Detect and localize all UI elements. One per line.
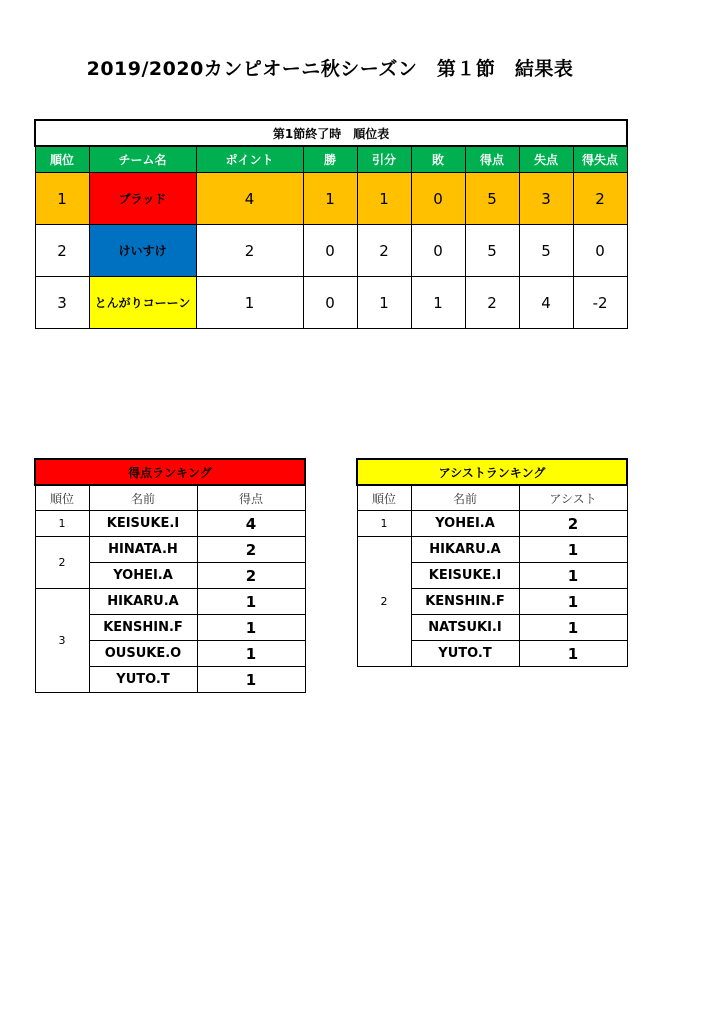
- scorers-value-cell: 4: [197, 511, 305, 537]
- standings-cell-gf: 5: [465, 173, 519, 225]
- standings-header-cell: 順位: [35, 146, 89, 173]
- standings-cell-draw: 2: [357, 225, 411, 277]
- standings-header-cell: 敗: [411, 146, 465, 173]
- team-name-cell: けいすけ: [89, 225, 196, 277]
- standings-header-cell: ポイント: [196, 146, 303, 173]
- scorers-value-cell: 1: [197, 615, 305, 641]
- standings-cell-gf: 2: [465, 277, 519, 329]
- scorers-rank-cell: 3: [35, 589, 89, 693]
- standings-header-cell: 勝: [303, 146, 357, 173]
- player-name-cell: KEISUKE.I: [89, 511, 197, 537]
- assists-value-cell: 2: [519, 511, 627, 537]
- scorers-value-cell: 1: [197, 589, 305, 615]
- assists-header-cell: 名前: [411, 485, 519, 511]
- standings-cell-ga: 4: [519, 277, 573, 329]
- scorers-value-cell: 2: [197, 563, 305, 589]
- standings-header-cell: チーム名: [89, 146, 196, 173]
- standings-cell-win: 1: [303, 173, 357, 225]
- player-name-cell: YOHEI.A: [89, 563, 197, 589]
- scorers-value-cell: 1: [197, 667, 305, 693]
- player-name-cell: OUSUKE.O: [89, 641, 197, 667]
- standings-cell-draw: 1: [357, 277, 411, 329]
- team-name-cell: とんがりコーーン: [89, 277, 196, 329]
- standings-header-cell: 得失点: [573, 146, 627, 173]
- page-title: 2019/2020カンピオーニ秋シーズン 第１節 結果表: [86, 58, 574, 80]
- assists-row: [357, 537, 627, 563]
- standings-row: [35, 225, 627, 277]
- team-name-cell: ブラッド: [89, 173, 196, 225]
- standings-cell-points: 2: [196, 225, 303, 277]
- assists-row: [357, 511, 627, 537]
- assists-value-cell: 1: [519, 537, 627, 563]
- player-name-cell: HIKARU.A: [411, 537, 519, 563]
- player-name-cell: KENSHIN.F: [411, 589, 519, 615]
- standings-row: [35, 277, 627, 329]
- player-name-cell: NATSUKI.I: [411, 615, 519, 641]
- standings-cell-points: 1: [196, 277, 303, 329]
- scorers-row: [35, 589, 305, 615]
- assists-ranking-table: [356, 458, 628, 667]
- scorers-rank-cell: 2: [35, 537, 89, 589]
- assists-header-cell: アシスト: [519, 485, 627, 511]
- standings-header-cell: 得点: [465, 146, 519, 173]
- assists-caption: アシストランキング: [357, 459, 627, 485]
- standings-cell-win: 0: [303, 225, 357, 277]
- player-name-cell: HIKARU.A: [89, 589, 197, 615]
- scorers-ranking-table: [34, 458, 306, 693]
- player-name-cell: HINATA.H: [89, 537, 197, 563]
- player-name-cell: KENSHIN.F: [89, 615, 197, 641]
- standings-cell-ga: 5: [519, 225, 573, 277]
- player-name-cell: YOHEI.A: [411, 511, 519, 537]
- scorers-value-cell: 2: [197, 537, 305, 563]
- standings-row: [35, 173, 627, 225]
- scorers-value-cell: 1: [197, 641, 305, 667]
- scorers-row: [35, 511, 305, 537]
- assists-rank-cell: 2: [357, 537, 411, 667]
- scorers-caption: 得点ランキング: [35, 459, 305, 485]
- standings-cell-gf: 5: [465, 225, 519, 277]
- assists-value-cell: 1: [519, 563, 627, 589]
- assists-rank-cell: 1: [357, 511, 411, 537]
- scorers-header-cell: 名前: [89, 485, 197, 511]
- standings-cell-ga: 3: [519, 173, 573, 225]
- standings-cell-loss: 0: [411, 225, 465, 277]
- standings-caption: 第1節終了時 順位表: [35, 120, 627, 146]
- scorers-header-row: [35, 485, 305, 511]
- standings-cell-loss: 0: [411, 173, 465, 225]
- standings-cell-win: 0: [303, 277, 357, 329]
- standings-header-row: [35, 146, 627, 173]
- player-name-cell: YUTO.T: [89, 667, 197, 693]
- scorers-row: [35, 537, 305, 563]
- standings-header-cell: 引分: [357, 146, 411, 173]
- standings-cell-rank: 2: [35, 225, 89, 277]
- assists-value-cell: 1: [519, 589, 627, 615]
- assists-header-cell: 順位: [357, 485, 411, 511]
- player-name-cell: KEISUKE.I: [411, 563, 519, 589]
- scorers-rank-cell: 1: [35, 511, 89, 537]
- scorers-header-cell: 順位: [35, 485, 89, 511]
- standings-cell-draw: 1: [357, 173, 411, 225]
- standings-cell-gd: 2: [573, 173, 627, 225]
- standings-header-cell: 失点: [519, 146, 573, 173]
- standings-cell-gd: -2: [573, 277, 627, 329]
- standings-cell-rank: 3: [35, 277, 89, 329]
- scorers-header-cell: 得点: [197, 485, 305, 511]
- standings-cell-gd: 0: [573, 225, 627, 277]
- standings-table: [34, 119, 628, 329]
- standings-cell-rank: 1: [35, 173, 89, 225]
- assists-value-cell: 1: [519, 641, 627, 667]
- assists-header-row: [357, 485, 627, 511]
- standings-cell-points: 4: [196, 173, 303, 225]
- assists-value-cell: 1: [519, 615, 627, 641]
- player-name-cell: YUTO.T: [411, 641, 519, 667]
- standings-cell-loss: 1: [411, 277, 465, 329]
